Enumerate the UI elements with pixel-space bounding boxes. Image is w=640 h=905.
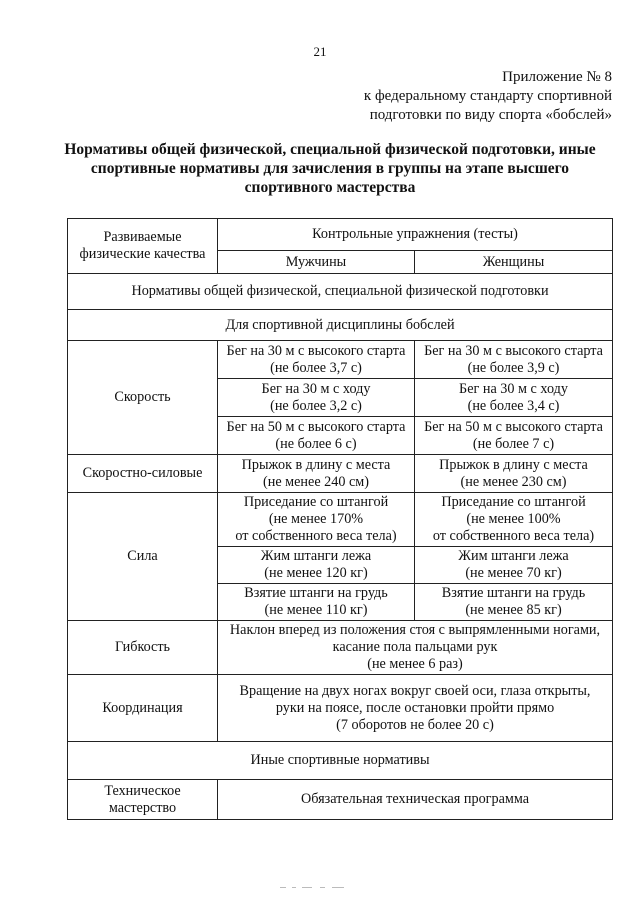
quality-speed: Скорость: [68, 341, 218, 455]
header-women: Женщины: [415, 251, 613, 274]
norm-value: (не менее 85 кг): [465, 602, 562, 618]
norm-test: Вращение на двух ногах вокруг своей оси, глаза открыты,: [239, 682, 591, 699]
norm-value: (не более 7 с): [472, 435, 555, 452]
norm-women: [415, 547, 613, 584]
norm-test: Взятие штанги на грудь: [244, 585, 388, 601]
norm-test: Бег на 30 м с ходу: [261, 380, 371, 397]
table-row: [68, 455, 613, 493]
norm-common: [218, 621, 613, 675]
norm-men: [218, 341, 415, 379]
norm-value: (не более 6 с): [275, 435, 357, 452]
norm-test: Прыжок в длину с места: [439, 456, 588, 473]
norm-value: (не менее 6 раз): [367, 656, 463, 672]
scan-artifact: [280, 884, 360, 892]
norm-test: Прыжок в длину с места: [241, 456, 391, 473]
norm-value-note: от собственного веса тела): [235, 528, 397, 544]
norm-value: (не менее 100%: [466, 511, 561, 527]
norm-value: (не менее 110 кг): [264, 602, 368, 618]
table-row: [68, 493, 613, 547]
norm-test: Бег на 30 м с высокого старта: [226, 342, 406, 359]
norm-test: Жим штанги лежа: [260, 548, 372, 564]
norm-women: [415, 455, 613, 493]
norm-test: Жим штанги лежа: [458, 548, 569, 564]
norm-value-note: от собственного веса тела): [432, 528, 595, 544]
norm-value: (не более 3,9 с): [467, 359, 560, 376]
norm-men: [218, 379, 415, 417]
norm-test: Бег на 30 м с ходу: [459, 380, 568, 397]
norm-test: Приседание со штангой: [441, 494, 586, 510]
quality-power-speed: Скоростно-силовые: [68, 455, 218, 493]
norm-women: [415, 493, 613, 547]
norm-men: [218, 417, 415, 455]
norm-common: [218, 675, 613, 742]
norm-men: [218, 455, 415, 493]
table-row: [68, 675, 613, 742]
section-other-heading: Иные спортивные нормативы: [68, 742, 613, 780]
discipline-heading: Для спортивной дисциплины бобслей: [68, 310, 613, 341]
appendix-line-2: к федеральному стандарту спортивной: [363, 88, 612, 104]
norm-women: [415, 341, 613, 379]
norm-test: Наклон вперед из положения стоя с выпрямленными ногами,: [229, 622, 601, 638]
title-line-3: спортивного мастерства: [244, 179, 416, 196]
section-other-row: [68, 742, 613, 780]
document-title: [60, 140, 600, 197]
norm-value: (не менее 170%: [268, 511, 364, 527]
norm-women: [415, 584, 613, 621]
norm-test: Бег на 30 м с высокого старта: [424, 342, 603, 359]
norm-men: [218, 584, 415, 621]
page-number: 21: [313, 44, 327, 59]
norm-test: Бег на 50 м с высокого старта: [424, 418, 603, 435]
standards-table: [67, 218, 613, 820]
title-line-2: спортивные нормативы для зачисления в группы на этапе высшего: [90, 160, 570, 177]
quality-coordination: Координация: [68, 675, 218, 742]
norm-women: [415, 379, 613, 417]
norm-men: [218, 493, 415, 547]
table-row: [68, 780, 613, 820]
norm-value: (не более 3,7 с): [270, 359, 362, 376]
norm-test-cont: руки на поясе, после остановки пройти прямо: [275, 699, 555, 716]
table-header-row: [68, 219, 613, 251]
header-men: Мужчины: [218, 251, 415, 274]
quality-technical: [68, 780, 218, 820]
appendix-header: [364, 68, 612, 125]
norm-test: Взятие штанги на грудь: [441, 585, 586, 601]
norm-test: Приседание со штангой: [243, 494, 389, 510]
header-qualities-line-2: физические качества: [79, 246, 206, 262]
quality-technical-line-1: Техническое: [104, 782, 181, 799]
norm-value: (не менее 120 кг): [264, 565, 368, 581]
appendix-line-3: подготовки по виду спорта «бобслей»: [369, 107, 612, 123]
norm-value: (7 оборотов не более 20 с): [336, 716, 494, 733]
norm-value: (не менее 70 кг): [465, 565, 562, 581]
discipline-row: [68, 310, 613, 341]
norm-value: (не менее 230 см): [460, 473, 567, 490]
norm-value: (не более 3,2 с): [270, 397, 362, 414]
norm-value: (не более 3,4 с): [467, 397, 560, 414]
appendix-line-1: Приложение № 8: [502, 69, 612, 85]
header-qualities: [68, 219, 218, 274]
header-qualities-line-1: Развиваемые: [103, 229, 182, 245]
header-tests: Контрольные упражнения (тесты): [218, 219, 613, 251]
section-general-heading: Нормативы общей физической, специальной физической подготовки: [68, 274, 613, 310]
table-row: [68, 621, 613, 675]
norm-women: [415, 417, 613, 455]
quality-strength: Сила: [68, 493, 218, 621]
norm-men: [218, 547, 415, 584]
title-line-1: Нормативы общей физической, специальной физической подготовки, иные: [64, 141, 596, 158]
norm-test-cont: касание пола пальцами рук: [332, 639, 498, 655]
quality-technical-line-2: мастерство: [108, 799, 177, 816]
norm-test: Бег на 50 м с высокого старта: [226, 418, 406, 435]
table-row: [68, 341, 613, 379]
quality-flexibility: Гибкость: [68, 621, 218, 675]
technical-program: Обязательная техническая программа: [218, 780, 613, 820]
section-general-row: [68, 274, 613, 310]
norm-value: (не менее 240 см): [263, 473, 369, 490]
